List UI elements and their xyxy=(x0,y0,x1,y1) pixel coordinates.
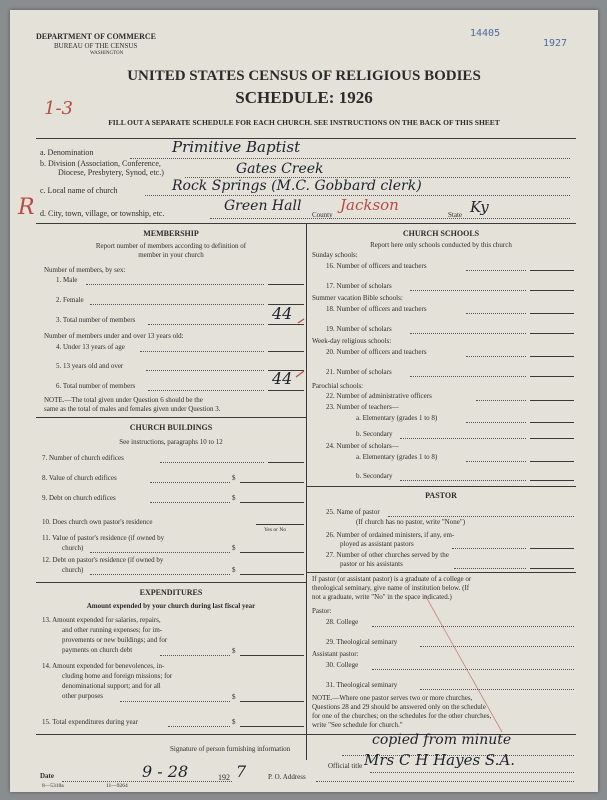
q29-label: 29. Theological seminary xyxy=(326,638,398,646)
q15-label: 15. Total expenditures during year xyxy=(42,718,138,726)
by-sex-label: Number of members, by sex: xyxy=(44,266,126,274)
state-value: Ky xyxy=(470,198,489,216)
signature-value: copied from minute xyxy=(372,732,512,748)
q8-dollar: $ xyxy=(232,474,236,482)
print-number: 11—9264 xyxy=(106,783,128,789)
q7-label: 7. Number of church edifices xyxy=(42,454,124,462)
q23-label: 23. Number of teachers— xyxy=(326,403,399,411)
q14-label-2: cluding home and foreign missions; for xyxy=(62,672,173,680)
census-schedule-sheet xyxy=(10,10,598,792)
buildings-sub: See instructions, paragraphs 10 to 12 xyxy=(119,438,223,446)
q13-label-3: provements or new buildings; and for xyxy=(62,636,168,644)
graduate-instruction-3: not a graduate, write "No" in the space indicated.) xyxy=(312,593,452,601)
assistant-pastor-label: Assistant pastor: xyxy=(312,650,359,658)
bureau-name: BUREAU OF THE CENSUS xyxy=(54,42,138,50)
q27-label: 27. Number of other churches served by the xyxy=(326,551,449,559)
age-intro-label: Number of members under and over 13 years old: xyxy=(44,332,184,340)
graduate-instruction-2: theological seminary, give name of institution below. (If xyxy=(312,584,470,592)
rule-top xyxy=(36,138,576,139)
pastor-note: NOTE.—Where one pastor serves two or more churches, xyxy=(312,694,473,702)
division-value: Gates Creek xyxy=(236,161,324,177)
q4-label: 4. Under 13 years of age xyxy=(56,343,125,351)
q20-label: 20. Number of officers and teachers xyxy=(326,348,427,356)
q21-label: 21. Number of scholars xyxy=(326,368,392,376)
q16-label: 16. Number of officers and teachers xyxy=(326,262,427,270)
schedule-title: SCHEDULE: 1926 xyxy=(235,88,373,107)
membership-intro: Report number of members according to definition of xyxy=(95,242,247,250)
signature-label: Signature of person furnishing information xyxy=(170,745,291,753)
expenditures-sub: Amount expended by your church during last fiscal year xyxy=(86,602,256,610)
county-value: Jackson xyxy=(340,196,399,214)
city-label: d. City, town, village, or township, etc. xyxy=(40,209,165,218)
yes-no-label: Yes or No xyxy=(264,527,287,533)
q12-dollar: $ xyxy=(232,566,236,574)
q14-label: 14. Amount expended for benevolences, in- xyxy=(42,662,165,670)
summer-label: Summer vacation Bible schools: xyxy=(312,294,403,302)
q26-label: 26. Number of ordained ministers, if any, em- xyxy=(326,531,455,539)
q13-dollar: $ xyxy=(232,647,236,655)
q27-label-2: pastor or his assistants xyxy=(340,560,403,568)
q17-label: 17. Number of scholars xyxy=(326,282,392,290)
red-pencil-mark xyxy=(420,590,510,740)
year-prefix: 192 xyxy=(218,773,230,782)
department-name: DEPARTMENT OF COMMERCE xyxy=(36,32,157,41)
q10-label: 10. Does church own pastor's residence xyxy=(42,518,153,526)
state-label: State xyxy=(448,211,462,219)
q1-label: 1. Male xyxy=(56,276,78,284)
q24a-label: a. Elementary (grades 1 to 8) xyxy=(356,453,438,461)
q9-label: 9. Debt on church edifices xyxy=(42,494,116,502)
q9-dollar: $ xyxy=(232,494,236,502)
q28-label: 28. College xyxy=(326,618,359,626)
q11-label-2: church) xyxy=(62,544,84,552)
red-tick-marks xyxy=(264,315,308,395)
pastor-heading: PASTOR xyxy=(425,491,457,500)
q13-label-2: and other running expenses; for im- xyxy=(62,626,163,634)
membership-note-2: same as the total of males and females given under Question 3. xyxy=(44,405,221,413)
buildings-heading: CHURCH BUILDINGS xyxy=(129,423,213,432)
q11-dollar: $ xyxy=(232,544,236,552)
q3-label: 3. Total number of members xyxy=(56,316,136,324)
q19-label: 19. Number of scholars xyxy=(326,325,392,333)
q5-label: 5. 13 years old and over xyxy=(56,362,124,370)
stamp-number: 14405 xyxy=(470,28,501,39)
red-mark-r: R xyxy=(18,195,35,220)
q18-label: 18. Number of officers and teachers xyxy=(326,305,427,313)
red-mark-1-3: 1-3 xyxy=(44,98,73,119)
membership-heading: MEMBERSHIP xyxy=(143,229,199,238)
membership-note: NOTE.—The total given under Question 6 should be the xyxy=(44,396,203,404)
sunday-label: Sunday schools: xyxy=(312,251,358,259)
q25-label: 25. Name of pastor xyxy=(326,508,380,516)
pastor-label: Pastor: xyxy=(312,607,332,615)
denomination-label: a. Denomination xyxy=(40,148,94,157)
q24-label: 24. Number of scholars— xyxy=(326,442,399,450)
pastor-note-3: for one of the churches; on the schedules for the other churches, xyxy=(312,712,492,720)
division-label-2: Diocese, Presbytery, Synod, etc.) xyxy=(58,168,164,177)
q6-value: 44 xyxy=(272,369,293,388)
local-name-value: Rock Springs (M.C. Gobbard clerk) xyxy=(172,178,422,194)
q8-label: 8. Value of church edifices xyxy=(42,474,117,482)
year-value: 7 xyxy=(236,762,247,781)
expenditures-heading: EXPENDITURES xyxy=(139,588,203,597)
q31-label: 31. Theological seminary xyxy=(326,681,398,689)
q14-label-4: other purposes xyxy=(62,692,104,700)
official-title-value: Mrs C H Hayes S.A. xyxy=(364,751,516,769)
division-label: b. Division (Association, Conference, xyxy=(40,159,161,168)
q30-label: 30. College xyxy=(326,661,359,669)
membership-intro-2: member in your church xyxy=(138,251,204,259)
q23a-label: a. Elementary (grades 1 to 8) xyxy=(356,414,438,422)
po-address-label: P. O. Address xyxy=(268,773,306,781)
form-title: UNITED STATES CENSUS OF RELIGIOUS BODIES xyxy=(127,68,481,84)
date-value: 9 - 28 xyxy=(142,762,189,781)
q12-label-2: church) xyxy=(62,566,84,574)
q22-label: 22. Number of administrative officers xyxy=(326,392,432,400)
q14-label-3: denominational support; and for all xyxy=(62,682,161,690)
stamp-year: 1927 xyxy=(543,38,568,49)
q12-label: 12. Debt on pastor's residence (if owned by xyxy=(42,556,164,564)
q3-value: 44 xyxy=(272,304,293,323)
q11-label: 11. Value of pastor's residence (if owned by xyxy=(42,534,165,542)
bureau-city: WASHINGTON xyxy=(90,51,124,56)
parochial-label: Parochial schools: xyxy=(312,382,364,390)
local-name-label: c. Local name of church xyxy=(40,186,118,195)
q25-note: (If church has no pastor, write "None") xyxy=(356,518,466,526)
weekday-label: Week-day religious schools: xyxy=(312,337,392,345)
q6-label: 6. Total number of members xyxy=(56,382,136,390)
form-number: 8—5318a xyxy=(42,783,64,789)
q15-dollar: $ xyxy=(232,718,236,726)
q13-label: 13. Amount expended for salaries, repairs, xyxy=(42,616,161,624)
graduate-instruction: If pastor (or assistant pastor) is a graduate of a college or xyxy=(312,575,472,583)
instruction-line: FILL OUT A SEPARATE SCHEDULE FOR EACH CHURCH. SEE INSTRUCTIONS ON THE BACK OF THIS SHEET xyxy=(108,118,500,127)
official-title-label: Official title xyxy=(328,762,363,770)
denomination-value: Primitive Baptist xyxy=(172,138,301,156)
q2-label: 2. Female xyxy=(56,296,84,304)
q26-label-2: ployed as assistant pastors xyxy=(340,540,414,548)
q14-dollar: $ xyxy=(232,693,236,701)
q13-label-4: payments on church debt xyxy=(62,646,133,654)
q23b-label: b. Secondary xyxy=(356,430,393,438)
q24b-label: b. Secondary xyxy=(356,472,393,480)
date-label: Date xyxy=(40,772,54,780)
schools-heading: CHURCH SCHOOLS xyxy=(402,229,480,238)
pastor-note-4: write "See schedule for church." xyxy=(312,721,403,729)
county-label: County xyxy=(312,211,333,219)
city-value: Green Hall xyxy=(224,198,302,214)
schools-sub: Report here only schools conducted by this church xyxy=(370,241,512,249)
pastor-note-2: Questions 28 and 29 should be answered only on the schedule xyxy=(312,703,486,711)
